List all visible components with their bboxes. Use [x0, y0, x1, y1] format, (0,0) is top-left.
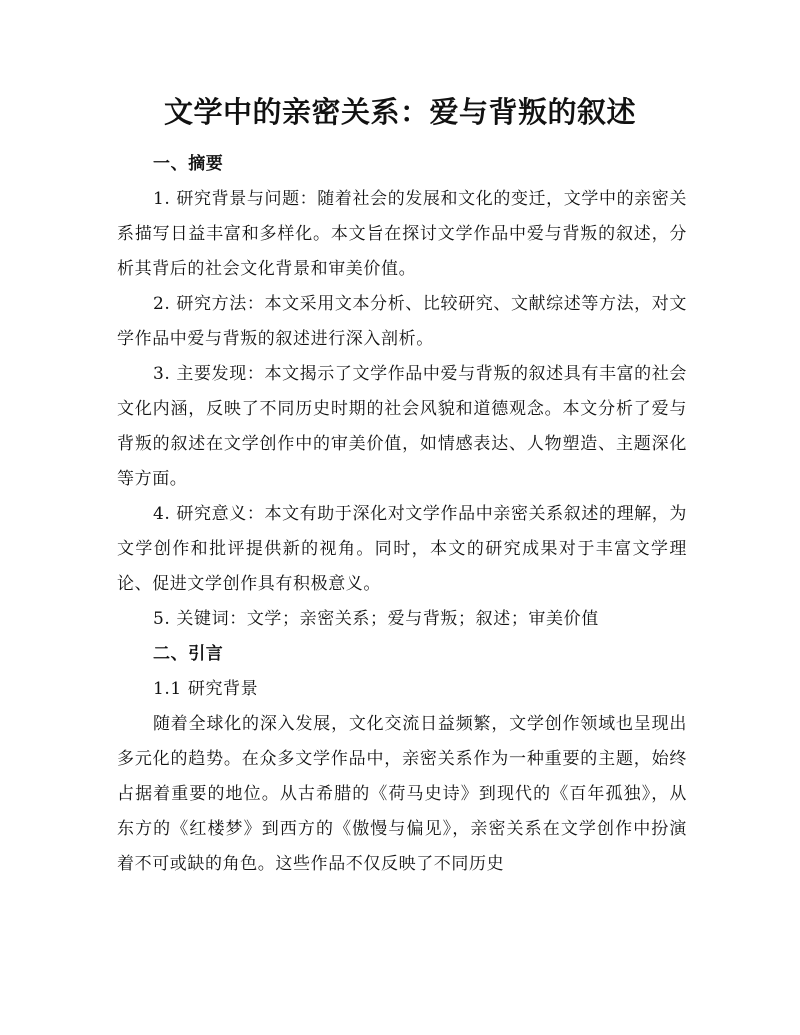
abstract-item-method: 2. 研究方法：本文采用文本分析、比较研究、文献综述等方法，对文学作品中爱与背叛的叙述进行深入剖析。 [117, 294, 687, 349]
subsection-heading-background: 1.1 研究背景 [153, 679, 259, 699]
section-heading-abstract: 一、摘要 [153, 154, 224, 174]
abstract-item-keywords: 5. 关键词：文学；亲密关系；爱与背叛；叙述；审美价值 [153, 609, 599, 629]
abstract-item-background: 1. 研究背景与问题：随着社会的发展和文化的变迁，文学中的亲密关系描写日益丰富和多样化。本文旨在探讨文学作品中爱与背叛的叙述，分析其背后的社会文化背景和审美价值。 [117, 189, 687, 279]
abstract-item-findings: 3. 主要发现：本文揭示了文学作品中爱与背叛的叙述具有丰富的社会文化内涵，反映了不同历史时期的社会风貌和道德观念。本文分析了爱与背叛的叙述在文学创作中的审美价值，如情感表达、人物塑造、主题深化等方面。 [117, 364, 687, 489]
document-body [117, 147, 687, 882]
introduction-paragraph: 随着全球化的深入发展，文化交流日益频繁，文学创作领域也呈现出多元化的趋势。在众多文学作品中，亲密关系作为一种重要的主题，始终占据着重要的地位。从古希腊的《荷马史诗》到现代的《百年孤独》，从东方的《红楼梦》到西方的《傲慢与偏见》，亲密关系在文学创作中扮演着不可或缺的角色。这些作品不仅反映了不同历史 [117, 714, 687, 874]
document-title: 文学中的亲密关系：爱与背叛的叙述 [163, 95, 636, 129]
section-heading-introduction: 二、引言 [153, 644, 224, 664]
abstract-item-significance: 4. 研究意义：本文有助于深化对文学作品中亲密关系叙述的理解，为文学创作和批评提供新的视角。同时，本文的研究成果对于丰富文学理论、促进文学创作具有积极意义。 [117, 504, 687, 594]
